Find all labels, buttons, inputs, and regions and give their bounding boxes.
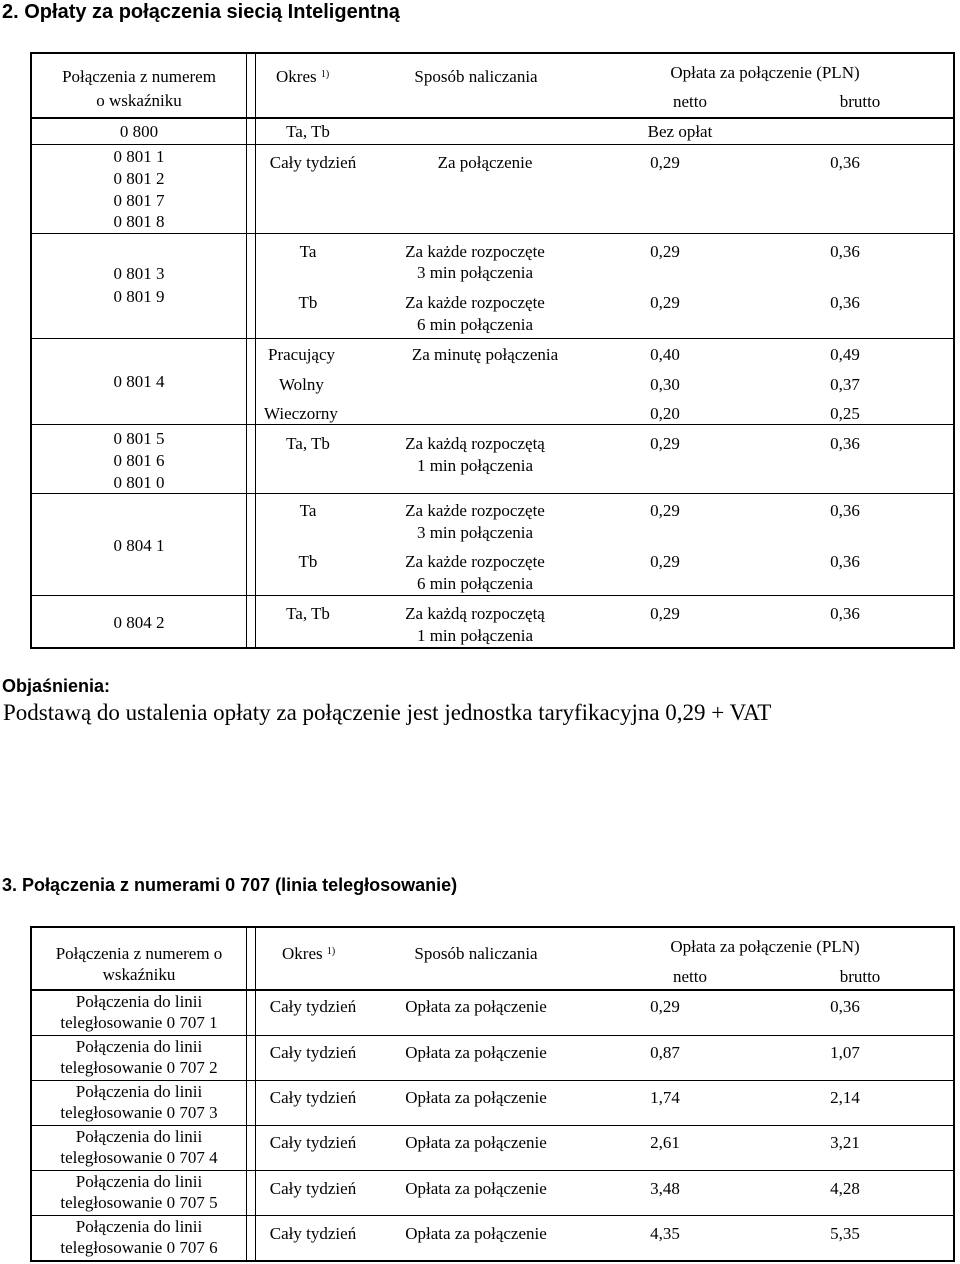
row-label-line1: Połączenia do linii bbox=[75, 1082, 203, 1101]
table-row bbox=[0, 1216, 960, 1260]
table-border-top bbox=[30, 926, 955, 928]
row-method-line2: 6 min połączenia bbox=[416, 574, 534, 593]
row-method-line1: Za każdą rozpoczętą bbox=[405, 604, 545, 623]
header-fee: Opłata za połączenie (PLN) bbox=[670, 63, 860, 82]
row-period: Tb bbox=[298, 552, 318, 571]
row-brutto: 0,36 bbox=[830, 604, 860, 623]
row-brutto: 0,36 bbox=[830, 153, 860, 172]
row-netto: 4,35 bbox=[650, 1224, 680, 1243]
row-netto: 3,48 bbox=[650, 1179, 680, 1198]
row-number: 0 804 1 bbox=[113, 536, 165, 555]
header-method: Sposób naliczania bbox=[414, 67, 538, 86]
row-method-line1: Za każde rozpoczęte bbox=[405, 293, 545, 312]
row-netto: 0,29 bbox=[650, 153, 680, 172]
row-number: 0 801 3 bbox=[113, 264, 165, 283]
table-border-right bbox=[953, 52, 955, 649]
row-label-line1: Połączenia do linii bbox=[75, 992, 203, 1011]
row-label-line2: teległosowanie 0 707 1 bbox=[60, 1013, 218, 1032]
row-period: Cały tydzień bbox=[269, 153, 357, 172]
row-method-line2: 3 min połączenia bbox=[416, 523, 534, 542]
row-number: 0 801 2 bbox=[113, 169, 165, 188]
row-brutto: 1,07 bbox=[830, 1043, 860, 1062]
row-number: 0 801 6 bbox=[113, 451, 165, 470]
row-brutto: 0,36 bbox=[830, 501, 860, 520]
section-3-title: 3. Połączenia z numerami 0 707 (linia teległosowanie) bbox=[2, 875, 458, 895]
row-netto: 0,29 bbox=[650, 604, 680, 623]
row-period: Cały tydzień bbox=[269, 997, 357, 1016]
row-method-line2: 1 min połączenia bbox=[416, 626, 534, 645]
row-brutto: 0,36 bbox=[830, 997, 860, 1016]
row-brutto: 4,28 bbox=[830, 1179, 860, 1198]
row-period: Cały tydzień bbox=[269, 1088, 357, 1107]
table-row bbox=[0, 991, 960, 1035]
table-border-bottom bbox=[30, 1260, 955, 1262]
row-period: Cały tydzień bbox=[269, 1043, 357, 1062]
row-method-line2: 3 min połączenia bbox=[416, 263, 534, 282]
row-netto: 0,29 bbox=[650, 242, 680, 261]
row-brutto: 0,36 bbox=[830, 242, 860, 261]
row-label-line2: teległosowanie 0 707 5 bbox=[60, 1193, 218, 1212]
row-netto: 0,29 bbox=[650, 501, 680, 520]
row-method: Opłata za połączenie bbox=[405, 997, 547, 1016]
table-row bbox=[0, 1171, 960, 1215]
row-method-line2: 1 min połączenia bbox=[416, 456, 534, 475]
row-brutto: 0,49 bbox=[830, 345, 860, 364]
row-brutto: 0,36 bbox=[830, 434, 860, 453]
row-label-line2: teległosowanie 0 707 3 bbox=[60, 1103, 218, 1122]
row-method: Za minutę połączenia bbox=[411, 345, 559, 364]
row-period: Ta bbox=[299, 242, 317, 261]
row-period: Wolny bbox=[279, 375, 324, 394]
header-fee: Opłata za połączenie (PLN) bbox=[670, 937, 860, 956]
table-row bbox=[0, 1126, 960, 1170]
row-method-line2: 6 min połączenia bbox=[416, 315, 534, 334]
row-method-line1: Za każde rozpoczęte bbox=[405, 501, 545, 520]
row-netto: 0,87 bbox=[650, 1043, 680, 1062]
row-method: Opłata za połączenie bbox=[405, 1133, 547, 1152]
header-netto: netto bbox=[673, 92, 707, 111]
header-number-line1: Połączenia z numerem o bbox=[55, 944, 223, 963]
row-number: 0 801 9 bbox=[113, 287, 165, 306]
header-number-line2: o wskaźniku bbox=[96, 91, 182, 110]
table-border-bottom bbox=[30, 647, 955, 649]
row-label-line1: Połączenia do linii bbox=[75, 1127, 203, 1146]
section-2-title: 2. Opłaty za połączenia siecią Inteligentną bbox=[2, 1, 400, 23]
row-number: 0 804 2 bbox=[113, 613, 165, 632]
row-period: Pracujący bbox=[268, 345, 336, 364]
row-period: Ta, Tb bbox=[286, 604, 330, 623]
notes-title: Objaśnienia: bbox=[2, 676, 111, 696]
row-period: Cały tydzień bbox=[269, 1179, 357, 1198]
row-netto: 0,29 bbox=[650, 434, 680, 453]
row-divider bbox=[30, 338, 955, 339]
row-netto: 0,30 bbox=[650, 375, 680, 394]
row-label-line2: teległosowanie 0 707 6 bbox=[60, 1238, 218, 1257]
row-method-line1: Za każde rozpoczęte bbox=[405, 242, 545, 261]
row-divider bbox=[30, 595, 955, 596]
row-label-line1: Połączenia do linii bbox=[75, 1217, 203, 1236]
table-border-top bbox=[30, 52, 955, 54]
header-number-line1: Połączenia z numerem bbox=[62, 67, 216, 86]
column-divider bbox=[246, 52, 247, 649]
row-period: Cały tydzień bbox=[269, 1133, 357, 1152]
row-brutto: 0,37 bbox=[830, 375, 860, 394]
column-divider bbox=[255, 52, 256, 649]
row-brutto: 0,25 bbox=[830, 404, 860, 423]
row-netto: 2,61 bbox=[650, 1133, 680, 1152]
row-number: 0 801 0 bbox=[113, 473, 165, 492]
row-method: Opłata za połączenie bbox=[405, 1179, 547, 1198]
header-brutto: brutto bbox=[839, 967, 881, 986]
row-divider bbox=[30, 233, 955, 234]
row-brutto: 0,36 bbox=[830, 293, 860, 312]
row-brutto: 5,35 bbox=[830, 1224, 860, 1243]
row-netto: 0,40 bbox=[650, 345, 680, 364]
row-method: Za połączenie bbox=[437, 153, 533, 172]
row-label-line2: teległosowanie 0 707 2 bbox=[60, 1058, 218, 1077]
row-method-line1: Za każde rozpoczęte bbox=[405, 552, 545, 571]
row-divider bbox=[30, 144, 955, 145]
row-number: 0 801 5 bbox=[113, 429, 165, 448]
row-method: Opłata za połączenie bbox=[405, 1043, 547, 1062]
row-method: Opłata za połączenie bbox=[405, 1224, 547, 1243]
row-note: Bez opłat bbox=[647, 122, 713, 141]
row-number: 0 801 7 bbox=[113, 191, 165, 210]
row-divider bbox=[30, 117, 955, 119]
header-number-line2: wskaźniku bbox=[102, 965, 176, 984]
row-brutto: 0,36 bbox=[830, 552, 860, 571]
row-netto: 0,20 bbox=[650, 404, 680, 423]
row-method-line1: Za każdą rozpoczętą bbox=[405, 434, 545, 453]
header-period: Okres $^{1)}$ bbox=[282, 944, 336, 963]
row-period: Ta, Tb bbox=[286, 434, 330, 453]
header-netto: netto bbox=[673, 967, 707, 986]
row-netto: 1,74 bbox=[650, 1088, 680, 1107]
row-brutto: 2,14 bbox=[830, 1088, 860, 1107]
table-row bbox=[0, 1081, 960, 1125]
row-netto: 0,29 bbox=[650, 552, 680, 571]
header-brutto: brutto bbox=[839, 92, 881, 111]
row-period: Ta, Tb bbox=[286, 122, 330, 141]
table-row bbox=[0, 1036, 960, 1080]
row-period: Ta bbox=[299, 501, 317, 520]
header-period: Okres $^{1)}$ bbox=[276, 67, 330, 86]
row-number: 0 801 8 bbox=[113, 212, 165, 231]
row-label-line1: Połączenia do linii bbox=[75, 1037, 203, 1056]
row-netto: 0,29 bbox=[650, 997, 680, 1016]
header-method: Sposób naliczania bbox=[414, 944, 538, 963]
row-netto: 0,29 bbox=[650, 293, 680, 312]
row-brutto: 3,21 bbox=[830, 1133, 860, 1152]
row-period: Wieczorny bbox=[264, 404, 338, 423]
row-label-line1: Połączenia do linii bbox=[75, 1172, 203, 1191]
notes-text: Podstawą do ustalenia opłaty za połączenie jest jednostka taryfikacyjna 0,29 + VAT bbox=[3, 700, 772, 725]
row-number: 0 800 bbox=[119, 122, 159, 141]
row-method: Opłata za połączenie bbox=[405, 1088, 547, 1107]
row-label-line2: teległosowanie 0 707 4 bbox=[60, 1148, 218, 1167]
row-period: Tb bbox=[298, 293, 318, 312]
row-number: 0 801 1 bbox=[113, 147, 165, 166]
row-number: 0 801 4 bbox=[113, 372, 165, 391]
row-period: Cały tydzień bbox=[269, 1224, 357, 1243]
